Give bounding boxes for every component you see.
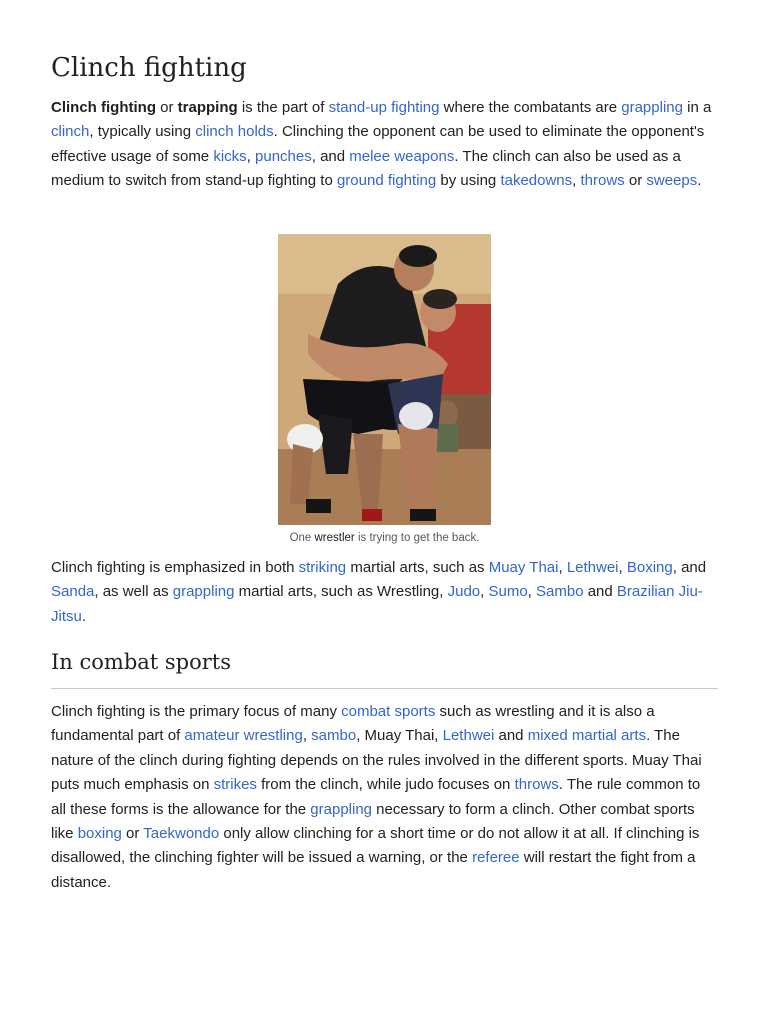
section-heading: In combat sports	[51, 650, 232, 674]
text: . The clinch can also be used as a medium to switch from stand-up fighting to	[51, 147, 681, 190]
link-punches[interactable]: punches	[255, 147, 312, 165]
text: ,	[618, 559, 627, 576]
link-sweeps[interactable]: sweeps	[646, 172, 698, 190]
link-clinch[interactable]: clinch	[51, 123, 90, 141]
text: is trying to get the back.	[354, 532, 480, 544]
text: ,	[439, 583, 448, 601]
link-stand-up-fighting[interactable]: stand-up fighting	[328, 99, 440, 116]
paragraph-combat-sports	[51, 700, 718, 895]
link-referee[interactable]: referee	[472, 849, 520, 867]
text: ,	[572, 172, 581, 190]
section-divider	[51, 688, 718, 689]
text: One	[289, 532, 315, 544]
link-combat-sports[interactable]: combat sports	[341, 703, 436, 720]
link-brazilian-jiu-jitsu[interactable]: Brazilian Jiu-Jitsu	[51, 583, 703, 625]
link-grappling[interactable]: grappling	[310, 800, 373, 818]
text: ,	[527, 583, 537, 601]
link-wrestler[interactable]: wrestler	[314, 532, 355, 544]
text: by using	[436, 172, 501, 190]
figure-caption	[248, 532, 521, 544]
text: is the part of	[237, 99, 329, 116]
text: martial arts, such as	[346, 559, 489, 576]
text: will restart the fight from a distance.	[51, 849, 696, 891]
text: and it is also a fundamental part of	[51, 703, 655, 745]
link-sumo[interactable]: Sumo	[488, 583, 528, 601]
text: necessary to form a clinch. Other combat sports like	[51, 800, 695, 843]
link-lethwei[interactable]: Lethwei	[566, 559, 619, 576]
link-striking[interactable]: striking	[298, 559, 347, 576]
text: and	[494, 727, 528, 745]
link-amateur-wrestling[interactable]: amateur wrestling	[184, 727, 303, 745]
link-muay-thai[interactable]: Muay Thai	[488, 559, 559, 576]
text: .	[81, 607, 87, 625]
intro-paragraph	[51, 96, 718, 194]
link-boxing[interactable]: Boxing	[626, 559, 673, 576]
text: , and	[672, 559, 707, 576]
text: , typically using	[89, 123, 196, 141]
link-ground-fighting[interactable]: ground fighting	[336, 172, 437, 190]
wrestling-photo[interactable]	[278, 234, 491, 525]
text: or	[624, 172, 647, 190]
link-strikes[interactable]: strikes	[213, 776, 257, 794]
link-kicks[interactable]: kicks	[213, 147, 247, 165]
link-wrestling[interactable]: wrestling	[495, 703, 555, 720]
text: from the clinch, while judo focuses on	[256, 776, 515, 794]
paragraph-styles	[51, 556, 718, 629]
link-throws[interactable]: throws	[514, 776, 559, 794]
text: . The rule common to all these forms is the allowance for the	[51, 776, 701, 818]
link-sanda[interactable]: Sanda	[51, 583, 95, 601]
page-title: Clinch fighting	[51, 53, 247, 83]
link-wrestling[interactable]: Wrestling	[377, 583, 440, 601]
link-grappling[interactable]: grappling	[621, 99, 683, 116]
text: ,	[480, 583, 489, 601]
bold-term: trapping	[177, 99, 238, 116]
text: martial arts, such as	[234, 583, 378, 601]
link-boxing[interactable]: boxing	[77, 825, 122, 843]
text: . Clinching the opponent can be used to eliminate the opponent's effective usage of some	[51, 123, 705, 165]
bold-term: Clinch fighting	[51, 99, 156, 116]
figure	[278, 234, 491, 544]
text: or	[155, 99, 178, 116]
text: ,	[558, 559, 567, 576]
text: ,	[246, 147, 256, 165]
link-sambo[interactable]: Sambo	[536, 583, 584, 601]
text: ,	[302, 727, 312, 745]
link-melee-weapons[interactable]: melee weapons	[349, 147, 455, 165]
link-mixed-martial-arts[interactable]: mixed martial arts	[527, 727, 647, 745]
text: , and	[311, 147, 350, 165]
text: .	[697, 172, 702, 190]
text: such as	[435, 703, 496, 720]
link-lethwei[interactable]: Lethwei	[442, 727, 495, 745]
wrestlers-illustration	[278, 234, 491, 525]
text: Clinch fighting is emphasized in both	[51, 559, 299, 576]
link-takedowns[interactable]: takedowns	[500, 172, 573, 190]
text: Clinch fighting is the primary focus of many	[51, 703, 342, 720]
link-grappling[interactable]: grappling	[172, 583, 235, 601]
text: in a	[682, 99, 712, 116]
section-combat-sports	[51, 648, 718, 689]
text: where the combatants are	[439, 99, 622, 116]
link-taekwondo[interactable]: Taekwondo	[143, 825, 220, 843]
text: , as well as	[94, 583, 173, 601]
link-judo[interactable]: Judo	[447, 583, 481, 601]
text: and	[583, 583, 617, 601]
text: only allow clinching for a short time or do not allow it at all. If clinching is disallowed, the clinching fighter will be issued a warning, or the	[51, 825, 700, 867]
text: . The nature of the clinch during fighting depends on the rules involved in the different sports. Muay Thai puts much emphasis on	[51, 727, 702, 794]
link-throws[interactable]: throws	[580, 172, 625, 190]
link-clinch-holds[interactable]: clinch holds	[195, 123, 274, 141]
text: , Muay Thai,	[356, 727, 443, 745]
text: or	[121, 825, 144, 843]
link-sambo[interactable]: sambo	[311, 727, 357, 745]
